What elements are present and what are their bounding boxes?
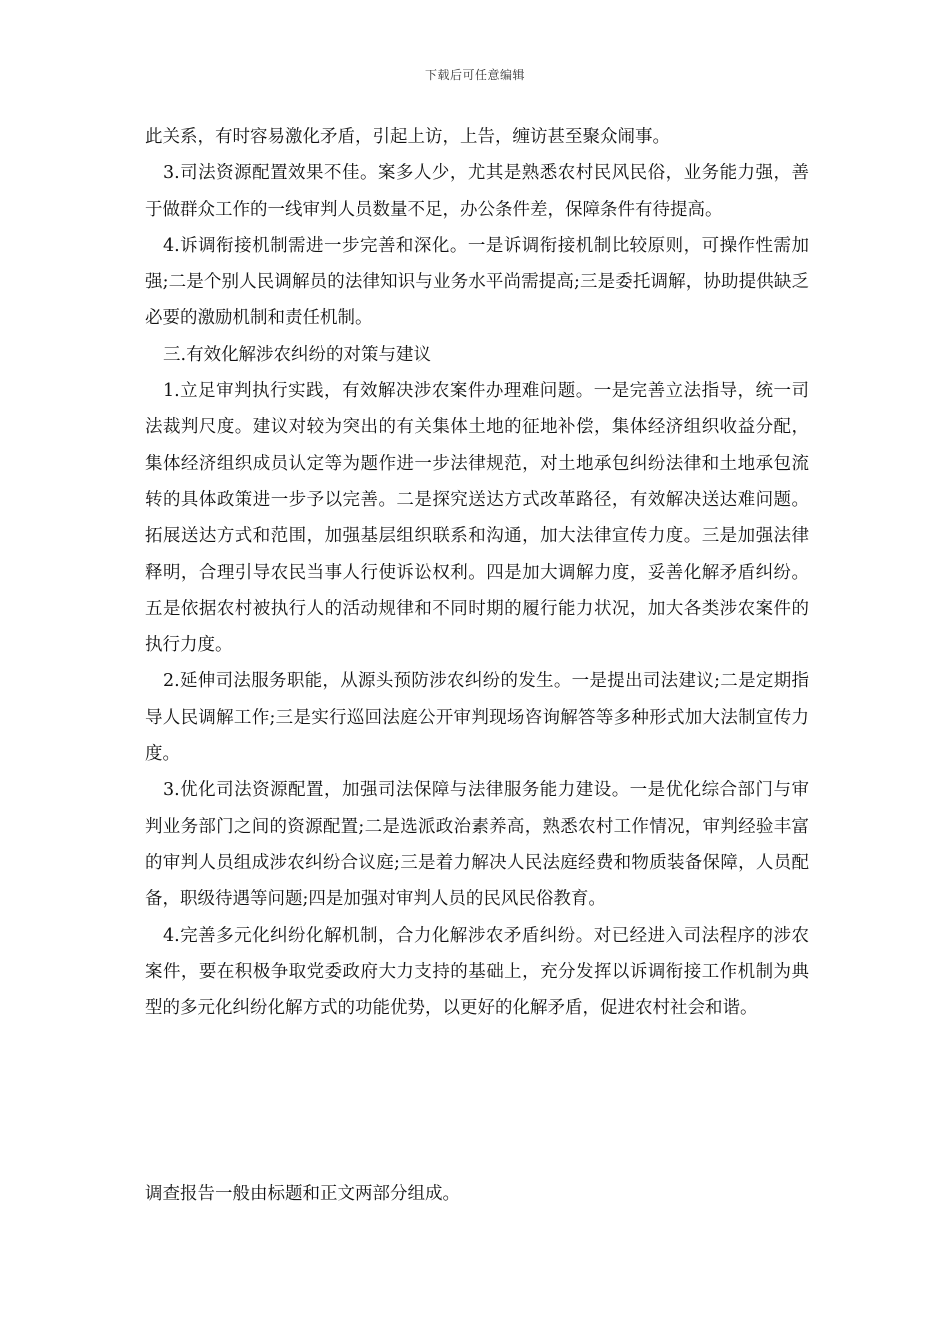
paragraph-judicial-resources: 3.司法资源配置效果不佳。案多人少，尤其是熟悉农村民风民俗，业务能力强，善于做群众工作的一线审判人员数量不足，办公条件差，保障条件有待提高。	[145, 163, 809, 220]
paragraph-continuation: 此关系，有时容易激化矛盾，引起上访，上告，缠访甚至聚众闹事。	[145, 127, 670, 147]
document-body	[145, 119, 809, 1026]
section-heading-countermeasures: 三.有效化解涉农纠纷的对策与建议	[163, 344, 432, 365]
report-structure-note: 调查报告一般由标题和正文两部分组成。	[145, 1184, 460, 1204]
paragraph-resource-allocation: 3.优化司法资源配置，加强司法保障与法律服务能力建设。一是优化综合部门与审判业务部门之间的资源配置;二是选派政治素养高，熟悉农村工作情况，审判经验丰富的审判人员组成涉农纠纷合议庭;三是着力解决人民法庭经费和物质装备保障，人员配备，职级待遇等问题;四是加强对审判人员的民风民俗教育。	[145, 780, 809, 910]
paragraph-diversified-resolution: 4.完善多元化纠纷化解机制，合力化解涉农矛盾纠纷。对已经进入司法程序的涉农案件，要在积极争取党委政府大力支持的基础上，充分发挥以诉调衔接工作机制为典型的多元化纠纷化解方式的功能优势，以更好的化解矛盾，促进农村社会和谐。	[145, 925, 809, 1019]
paragraph-mediation-mechanism: 4.诉调衔接机制需进一步完善和深化。一是诉调衔接机制比较原则，可操作性需加强;二是个别人民调解员的法律知识与业务水平尚需提高;三是委托调解，协助提供缺乏必要的激励机制和责任机制。	[145, 235, 809, 329]
paragraph-judicial-services: 2.延伸司法服务职能，从源头预防涉农纠纷的发生。一是提出司法建议;二是定期指导人民调解工作;三是实行巡回法庭公开审判现场咨询解答等多种形式加大法制宣传力度。	[145, 671, 809, 765]
page-header: 下载后可任意编辑	[424, 68, 525, 82]
paragraph-trial-practice: 1.立足审判执行实践，有效解决涉农案件办理难问题。一是完善立法指导，统一司法裁判尺度。建议对较为突出的有关集体土地的征地补偿，集体经济组织收益分配，集体经济组织成员认定等为题作进一步法律规范，对土地承包纠纷法律和土地承包流转的具体政策进一步予以完善。二是探究送达方式改革路径，有效解决送达难问题。拓展送达方式和范围，加强基层组织联系和沟通，加大法律宣传力度。三是加强法律释明，合理引导农民当事人行使诉讼权利。四是加大调解力度，妥善化解矛盾纠纷。五是依据农村被执行人的活动规律和不同时期的履行能力状况，加大各类涉农案件的执行力度。	[145, 381, 809, 656]
